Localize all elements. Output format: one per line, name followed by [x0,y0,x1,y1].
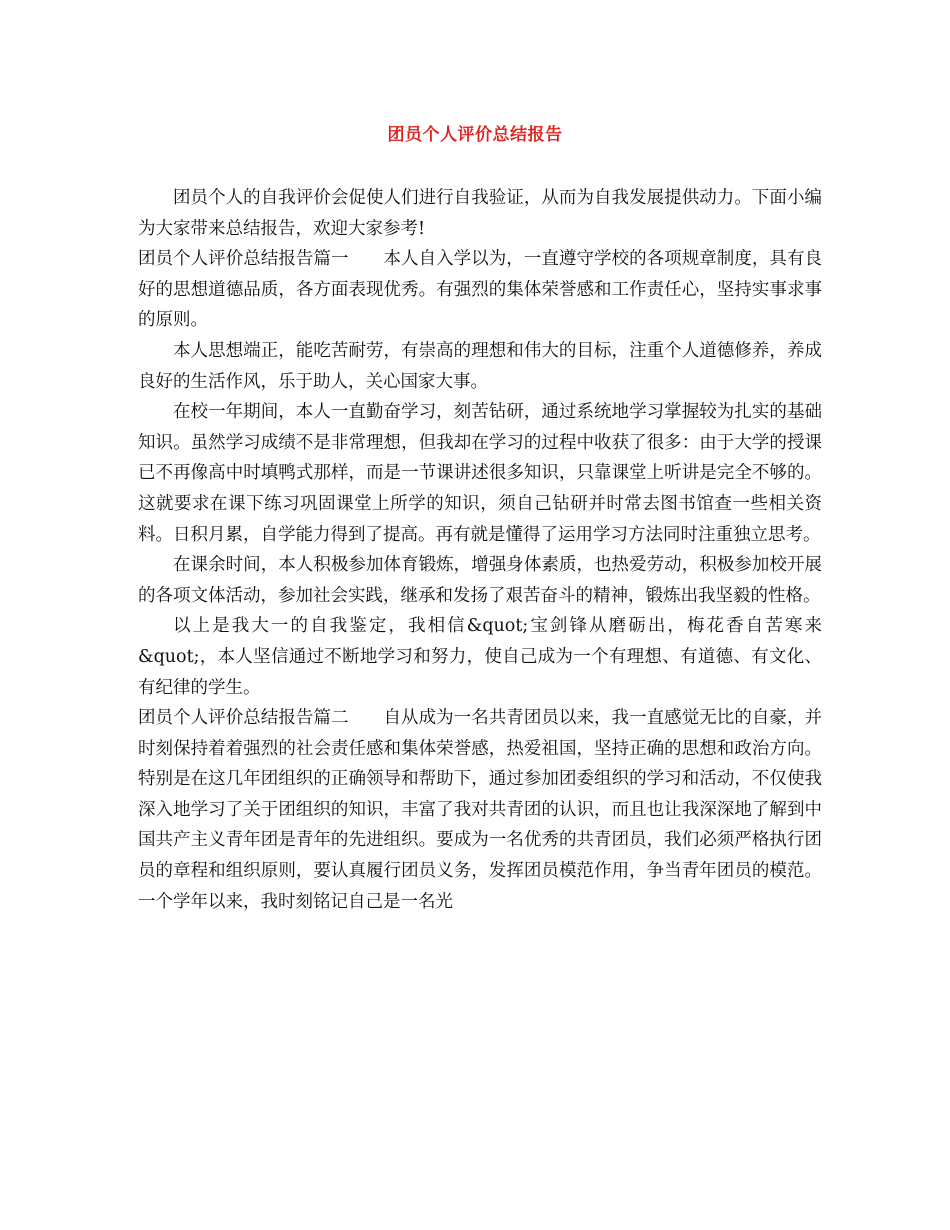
document-body [138,183,822,917]
section1-text: 本人自入学以为，一直遵守学校的各项规章制度，具有良好的思想道德品质，各方面表现优秀。有强烈的集体荣誉感和工作责任心，坚持实事求事的原则。 [138,249,822,331]
section2-heading: 团员个人评价总结报告篇二 [138,708,349,729]
body-paragraph: 在课余时间，本人积极参加体育锻炼，增强身体素质，也热爱劳动，积极参加校开展的各项文体活动，参加社会实践，继承和发扬了艰苦奋斗的精神，锻炼出我坚毅的性格。 [138,555,822,606]
intro-paragraph: 团员个人的自我评价会促使人们进行自我验证，从而为自我发展提供动力。下面小编为大家带来总结报告，欢迎大家参考! [138,188,822,239]
body-paragraph: 以上是我大一的自我鉴定，我相信&quot;宝剑锋从磨砺出，梅花香自苦寒来&quot;，本人坚信通过不断地学习和努力，使自己成为一个有理想、有道德、有文化、有纪律的学生。 [138,616,822,698]
section2-text: 自从成为一名共青团员以来，我一直感觉无比的自豪，并时刻保持着着强烈的社会责任感和集体荣誉感，热爱祖国，坚持正确的思想和政治方向。特别是在这几年团组织的正确领导和帮助下，通过参加团委组织的学习和活动，不仅使我深入地学习了关于团组织的知识，丰富了我对共青团的认识，而且也让我深深地了解到中国共产主义青年团是青年的先进组织。要成为一名优秀的共青团员，我们必须严格执行团员的章程和组织原则，要认真履行团员义务，发挥团员模范作用，争当青年团员的模范。一个学年以来，我时刻铭记自己是一名光 [138,708,822,912]
section2-paragraph [138,703,822,917]
document-title: 团员个人评价总结报告 [387,125,563,145]
section1-paragraph [138,244,822,336]
body-paragraph: 本人思想端正，能吃苦耐劳，有崇高的理想和伟大的目标，注重个人道德修养，养成良好的生活作风，乐于助人，关心国家大事。 [138,340,822,392]
section1-heading: 团员个人评价总结报告篇一 [138,249,349,270]
body-paragraph: 在校一年期间，本人一直勤奋学习，刻苦钻研，通过系统地学习掌握较为扎实的基础知识。虽然学习成绩不是非常理想，但我却在学习的过程中收获了很多：由于大学的授课已不再像高中时填鸭式那样，而是一节课讲述很多知识，只靠课堂上听讲是完全不够的。这就要求在课下练习巩固课堂上所学的知识，须自己钻研并时常去图书馆查一些相关资料。日积月累，自学能力得到了提高。再有就是懂得了运用学习方法同时注重独立思考。 [138,402,822,545]
